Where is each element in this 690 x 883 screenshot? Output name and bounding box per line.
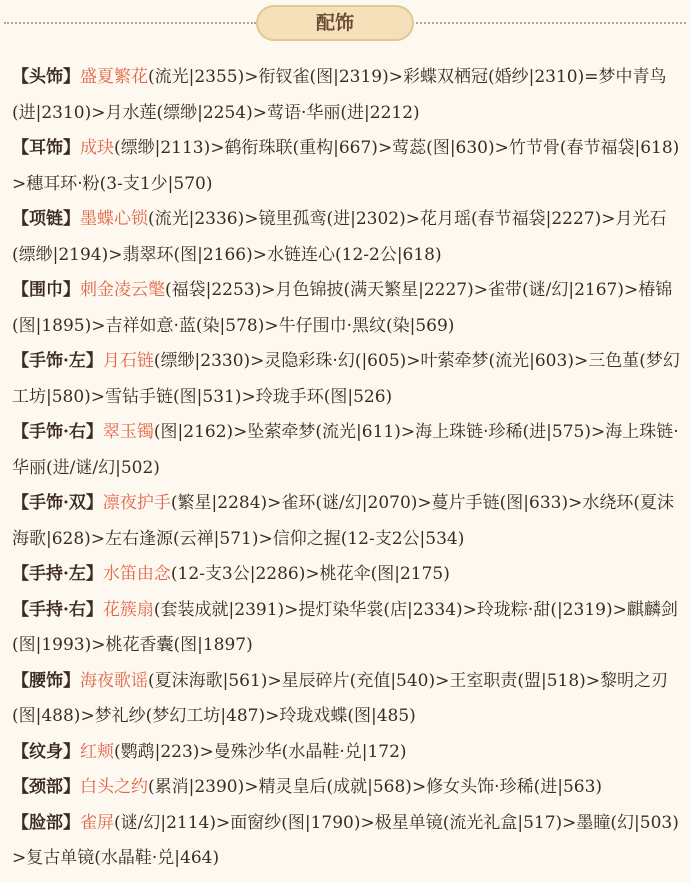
category-label: 【手持·右】 [12,599,103,620]
entry-neck [0,770,690,806]
ranking-text: (套装成就|2391)>提灯染华裳(店|2334)>玲珑粽·甜(|2319)>麒麟剑(图|1993)>桃花香囊(图|1897) [12,599,678,655]
category-label: 【头饰】 [12,67,80,87]
ranking-text: (流光|2355)>衔钗雀(图|2319)>彩蝶双栖冠(婚纱|2310)=梦中青鸟(进|2310)>月水莲(缥缈|2254)>莺语·华丽(进|2212) [12,67,667,123]
top-pick: 翠玉镯 [102,422,154,442]
top-pick: 雀屏 [80,812,114,833]
header [0,0,690,46]
top-pick: 花簇扇 [102,599,154,620]
top-pick: 成玦 [80,138,114,158]
top-pick: 红颊 [80,741,114,762]
category-label: 【手持·左】 [12,564,103,584]
accessory-list [0,60,690,877]
ranking-text: (12-支3公|2286)>桃花伞(图|2175) [170,564,450,584]
entry-hand-left [0,344,690,415]
entry-held-right [0,593,690,664]
category-label: 【手饰·右】 [12,422,103,442]
entry-necklace [0,202,690,273]
top-pick: 刺金凌云氅 [80,280,165,300]
top-pick: 墨蝶心锁 [80,209,148,229]
entry-headwear [0,60,690,131]
category-label: 【颈部】 [12,777,80,797]
category-label: 【项链】 [12,209,80,229]
ranking-text: (谜/幻|2114)>面窗纱(图|1790)>极星单镜(流光礼盒|517)>墨瞳(幻|503)>复古单镜(水晶鞋·兑|464) [12,812,679,868]
ranking-text: (流光|2336)>镜里孤鸾(进|2302)>花月瑶(春节福袋|2227)>月光石(缥缈|2194)>翡翠环(图|2166)>水链连心(12-2公|618) [12,209,667,265]
entry-face [0,806,690,877]
ranking-text: (繁星|2284)>雀环(谜/幻|2070)>蔓片手链(图|633)>水绕环(夏沫海歌|628)>左右逢源(云禅|571)>信仰之握(12-支2公|534) [12,493,674,549]
ranking-text: (图|2162)>坠萦牵梦(流光|611)>海上珠链·珍稀(进|575)>海上珠链·华丽(进/谜/幻|502) [12,422,679,478]
entry-hand-both [0,486,690,557]
category-label: 【手饰·左】 [12,351,103,371]
category-label: 【脸部】 [12,812,80,833]
top-pick: 凛夜护手 [102,493,171,513]
entry-scarf [0,273,690,344]
top-pick: 白头之约 [80,777,148,797]
divider-right [416,22,686,24]
top-pick: 月石链 [102,351,154,371]
entry-tattoo [0,735,690,771]
ranking-text: (累消|2390)>精灵皇后(成就|568)>修女头饰·珍稀(进|563) [148,777,603,797]
ranking-text: (福袋|2253)>月色锦披(满天繁星|2227)>雀带(谜/幻|2167)>椿锦(图|1895)>吉祥如意·蓝(染|578)>牛仔围巾·黑纹(染|569) [12,280,673,336]
top-pick: 海夜歌谣 [80,670,148,691]
category-label: 【纹身】 [12,741,80,762]
category-label: 【耳饰】 [12,138,80,158]
category-label: 【手饰·双】 [12,493,103,513]
ranking-text: (鹦鹉|223)>曼殊沙华(水晶鞋·兑|172) [114,741,407,762]
section-title: 配饰 [256,5,414,41]
top-pick: 盛夏繁花 [80,67,148,87]
entry-waist [0,664,690,735]
entry-hand-right [0,415,690,486]
category-label: 【围巾】 [12,280,80,300]
ranking-text: (缥缈|2113)>鹤衔珠联(重构|667)>莺蕊(图|630)>竹节骨(春节福袋|618)>穗耳环·粉(3-支1少|570) [12,138,680,194]
top-pick: 水笛由念 [102,564,171,584]
entry-earrings [0,131,690,202]
entry-held-left [0,557,690,593]
category-label: 【腰饰】 [12,670,80,691]
ranking-text: (夏沫海歌|561)>星辰碎片(充值|540)>王室职责(盟|518)>黎明之刃(图|488)>梦礼纱(梦幻工坊|487)>玲珑戏蝶(图|485) [12,670,669,726]
divider-left [4,22,256,24]
ranking-text: (缥缈|2330)>灵隐彩珠·幻(|605)>叶萦牵梦(流光|603)>三色堇(梦幻工坊|580)>雪钻手链(图|531)>玲珑手环(图|526) [12,351,680,407]
